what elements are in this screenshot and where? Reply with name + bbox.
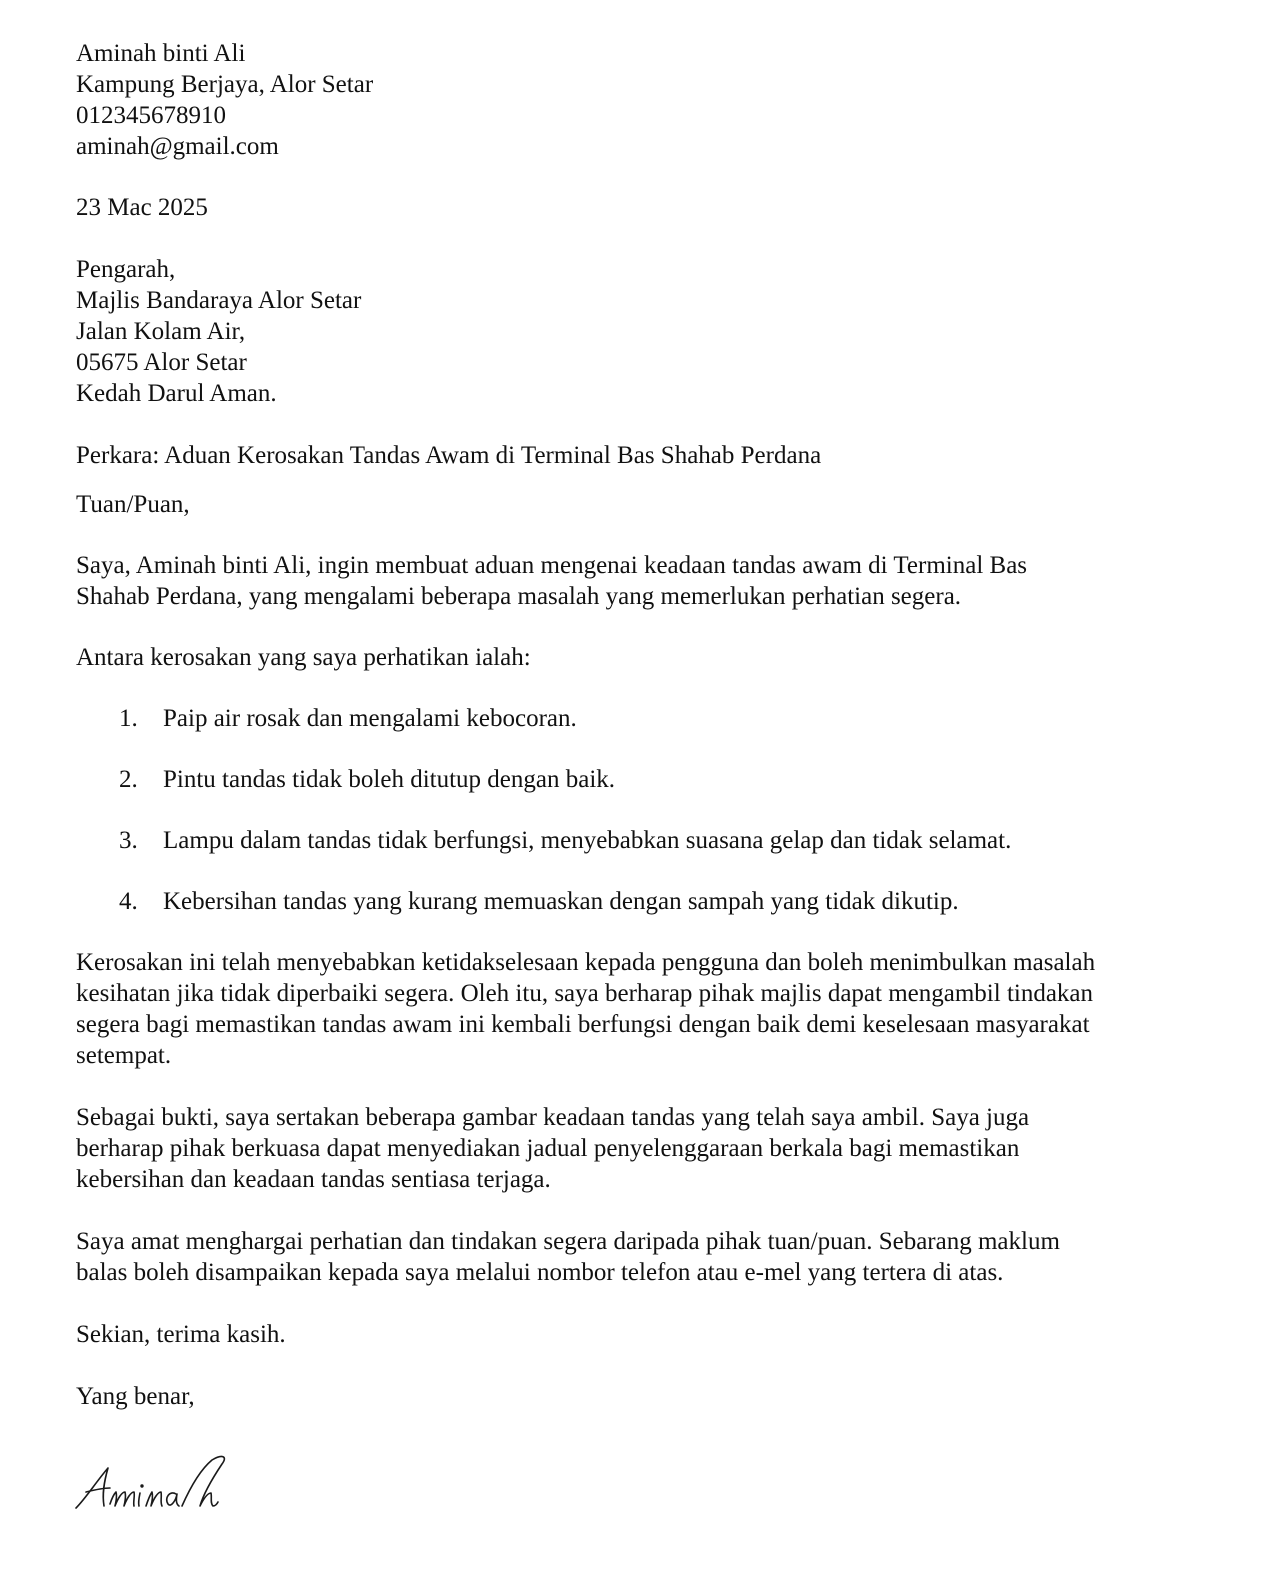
letter-date: 23 Mac 2025 (76, 194, 208, 221)
paragraph-line: Kerosakan ini telah menyebabkan ketidakselesaan kepada pengguna dan boleh menimbulkan masalah (76, 949, 1096, 976)
sender-phone: 012345678910 (76, 102, 226, 129)
list-item-number: 4. (119, 888, 138, 915)
paragraph-line: kebersihan dan keadaan tandas sentiasa terjaga. (76, 1166, 551, 1193)
list-item (76, 764, 1206, 795)
paragraph-evidence (76, 1102, 1206, 1195)
sender-name: Aminah binti Ali (76, 40, 246, 67)
recipient-street: Jalan Kolam Air, (76, 318, 246, 345)
list-item-text: Pintu tandas tidak boleh ditutup dengan baik. (163, 766, 616, 793)
list-item-text: Paip air rosak dan mengalami kebocoran. (163, 705, 577, 732)
signoff-text: Yang benar, (76, 1383, 195, 1410)
letter-subject: Perkara: Aduan Kerosakan Tandas Awam di Terminal Bas Shahab Perdana (76, 442, 822, 469)
list-item-text: Lampu dalam tandas tidak berfungsi, menyebabkan suasana gelap dan tidak selamat. (163, 827, 1012, 854)
recipient-postcode-city: 05675 Alor Setar (76, 349, 247, 376)
paragraph-list-intro (76, 642, 1206, 673)
paragraph-line: setempat. (76, 1042, 172, 1069)
list-item (76, 703, 1206, 734)
salutation-block (76, 489, 1206, 520)
letter-date-block (76, 192, 1206, 223)
paragraph-line: balas boleh disampaikan kepada saya melalui nombor telefon atau e-mel yang tertera di atas. (76, 1259, 1004, 1286)
paragraph-line: Antara kerosakan yang saya perhatikan ialah: (76, 644, 531, 671)
closing-text: Sekian, terima kasih. (76, 1321, 286, 1348)
sender-block (76, 38, 1206, 162)
sender-address: Kampung Berjaya, Alor Setar (76, 71, 374, 98)
paragraph-impact (76, 947, 1206, 1071)
paragraph-line: Sebagai bukti, saya sertakan beberapa gambar keadaan tandas yang telah saya ambil. Saya juga (76, 1104, 1030, 1131)
recipient-organization: Majlis Bandaraya Alor Setar (76, 287, 362, 314)
closing-block (76, 1319, 1206, 1350)
recipient-title: Pengarah, (76, 256, 176, 283)
paragraph-intro (76, 550, 1206, 612)
salutation: Tuan/Puan, (76, 491, 190, 518)
paragraph-line: berharap pihak berkuasa dapat menyediakan jadual penyelenggaraan berkala bagi memastikan (76, 1135, 1020, 1162)
list-item-number: 1. (119, 705, 138, 732)
sender-email: aminah@gmail.com (76, 133, 279, 160)
damage-list (76, 703, 1206, 917)
subject-block (76, 440, 1206, 471)
handwritten-signature (72, 1448, 242, 1518)
paragraph-line: Saya amat menghargai perhatian dan tindakan segera daripada pihak tuan/puan. Sebarang maklum (76, 1228, 1060, 1255)
list-item-number: 2. (119, 766, 138, 793)
list-item-text: Kebersihan tandas yang kurang memuaskan dengan sampah yang tidak dikutip. (163, 888, 959, 915)
paragraph-line: kesihatan jika tidak diperbaiki segera. Oleh itu, saya berharap pihak majlis dapat mengambil tindakan (76, 980, 1094, 1007)
signoff-block (76, 1381, 1206, 1412)
list-item (76, 886, 1206, 917)
recipient-block (76, 254, 1206, 409)
list-item-number: 3. (119, 827, 138, 854)
paragraph-line: segera bagi memastikan tandas awam ini kembali berfungsi dengan baik demi keselesaan masyarakat (76, 1011, 1090, 1038)
paragraph-line: Saya, Aminah binti Ali, ingin membuat aduan mengenai keadaan tandas awam di Terminal Bas (76, 552, 1028, 579)
paragraph-appreciation (76, 1226, 1206, 1288)
paragraph-line: Shahab Perdana, yang mengalami beberapa masalah yang memerlukan perhatian segera. (76, 583, 962, 610)
recipient-state: Kedah Darul Aman. (76, 380, 277, 407)
list-item (76, 825, 1206, 856)
letter-page (76, 38, 1206, 1412)
